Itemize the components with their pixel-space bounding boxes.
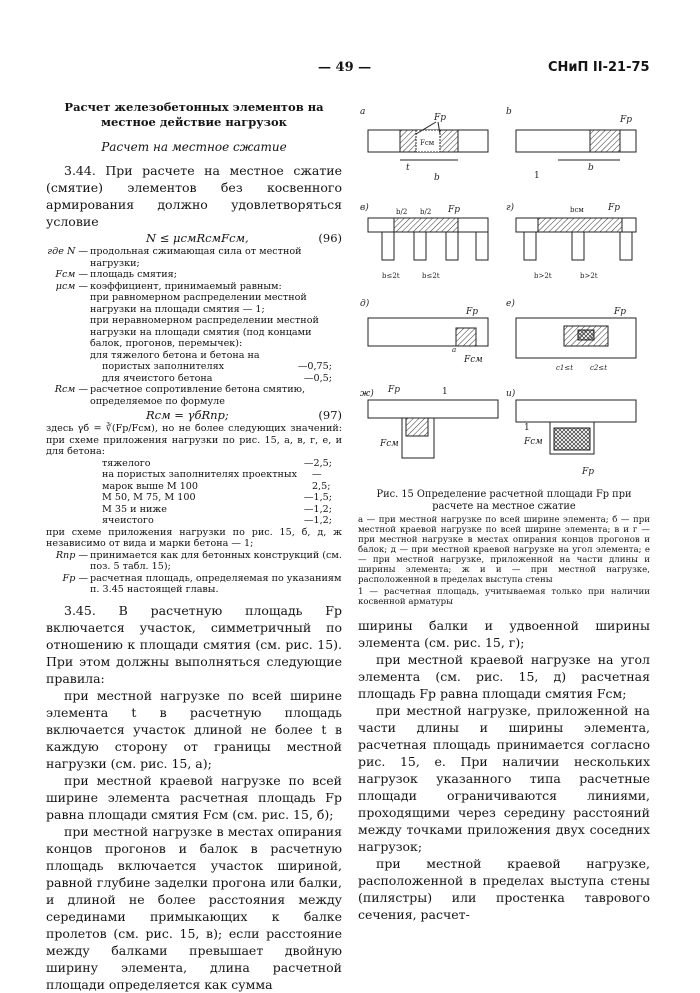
- mu-case-5: [46, 373, 342, 385]
- gamma-m50-label: М 50, М 75, М 100: [102, 492, 196, 503]
- mu-case-4-value: —0,75;: [297, 361, 332, 372]
- continuation-3: при местной нагрузке, приложенной на части длины и ширины элемента, расчетная площадь принимается согласно рис. 15, е. При наличии нескольких нагрузок указанного типа расчетные площади ограничиваются линиями, проходящими через середину расстояний между точками приложения двух соседних нагрузок;: [358, 703, 650, 854]
- document-code: СНиП II-21-75: [548, 60, 650, 75]
- rule-2: при местной краевой нагрузке по всей ширине элемента расчетная площадь Fр равна площади смятия Fсм (см. рис. 15, б);: [46, 772, 342, 822]
- fig-i-1: 1: [524, 423, 530, 433]
- fig-label-a: a: [360, 107, 366, 117]
- gamma-m50: [46, 492, 342, 504]
- definition-symbol: Rсм —: [54, 384, 88, 395]
- fig-a-fp: Fр: [434, 113, 447, 123]
- fig-v-b2t: b≤2t: [382, 272, 400, 280]
- definition-symbol: Fсм —: [55, 269, 88, 280]
- formula-96: [46, 230, 342, 246]
- definition-Fcm: [46, 269, 342, 281]
- definition-text: расчетное сопротивление бетона смятию, определяемое по формуле: [90, 384, 306, 407]
- definition-symbol: Fр —: [62, 572, 88, 584]
- rule-3: при местной нагрузке в местах опирания концов прогонов и балок в расчетную площадь включается участок шириной, равной глубине заделки прогона или балки, и длиной не более расстояния между серединами примыкающих к балке пролетов (см. рис. 15, в); если расстояние между балками превышает двойную ширину элемента, длина расчетной площади определяется как сумма: [46, 823, 342, 992]
- fig-e-fp: Fр: [614, 307, 627, 317]
- definition-N: [46, 246, 342, 269]
- formula-96-number: (96): [318, 231, 342, 245]
- gamma-heavy-value: —2,5;: [303, 457, 332, 469]
- definition-Rcm: [46, 384, 342, 407]
- gamma-porous-value: —2,5;: [311, 469, 331, 492]
- gamma-m35-value: —1,2;: [303, 503, 332, 515]
- definition-text: расчетная площадь, определяемая по указаниям п. 3.45 настоящей главы.: [90, 572, 342, 595]
- fig-v-b2-2: b/2: [420, 208, 432, 216]
- fig-zh-1: 1: [442, 387, 448, 397]
- fig-i-fp: Fр: [582, 467, 595, 477]
- fig-a-t: t: [406, 163, 410, 173]
- fig-label-zh: ж): [360, 389, 374, 399]
- fig-g-bgt-2: b>2t: [580, 272, 598, 280]
- gamma-heavy-label: тяжелого: [102, 457, 151, 469]
- paragraph-3-44: 3.44. При расчете на местное сжатие (смятие) элементов без косвенного армирования должно удовлетворяться условие: [46, 163, 342, 229]
- figure-15-drawing: [358, 100, 650, 485]
- mu-case-5-value: —0,5;: [303, 372, 332, 384]
- definition-text: коэффициент, принимаемый равным:: [90, 280, 282, 292]
- definition-symbol: μсм —: [55, 280, 88, 292]
- fig-zh-fcm: Fсм: [380, 439, 399, 449]
- figure-legend-note: 1 — расчетная площадь, учитываемая только при наличии косвенной арматуры: [358, 587, 650, 607]
- figure-15: [358, 100, 650, 485]
- definition-symbol: где N —: [47, 246, 88, 257]
- fig-d-a: a: [452, 346, 457, 354]
- continuation-2: при местной краевой нагрузке на угол элемента (см. рис. 15, д) расчетная площадь Fр равна площади смятия Fсм;: [358, 652, 650, 701]
- figure-caption: Рис. 15 Определение расчетной площади Fр при расчете на местное сжатие: [376, 489, 632, 512]
- page-number: — 49 —: [318, 60, 372, 75]
- formula-96-text: N ≤ μсмRсмFсм,: [146, 231, 249, 245]
- mu-case-5-label: для ячеистого бетона: [102, 372, 213, 384]
- fig-g-fp: Fр: [608, 203, 621, 213]
- page-header: [0, 60, 700, 82]
- fig-label-v: в): [360, 203, 369, 213]
- fig-g-bcm: bсм: [570, 206, 584, 214]
- fig-b-1: 1: [534, 171, 540, 181]
- mu-case-4-label: пористых заполнителях: [102, 361, 225, 372]
- fig-d-fp: Fр: [466, 307, 479, 317]
- fig-a-fcm: Fсм: [420, 139, 435, 147]
- fig-label-i: и): [506, 389, 516, 399]
- definition-Rpr: [46, 550, 342, 573]
- mu-case-2: при неравномерном распределении местной нагрузки на площади смятия (под концами балок, прогонов, перемычек):: [90, 315, 319, 349]
- fig-i-fcm: Fсм: [524, 437, 543, 447]
- continuation-1: ширины балки и удвоенной ширины элемента (см. рис. 15, г);: [358, 618, 650, 650]
- fig-label-d: д): [360, 299, 370, 309]
- gamma-cellular-value: —1,2;: [303, 515, 332, 526]
- fig-v-fp: Fр: [448, 205, 461, 215]
- fig-label-g: г): [506, 203, 515, 213]
- fig-a-b: b: [434, 173, 440, 183]
- gamma-m50-value: —1,5;: [303, 492, 332, 503]
- fig-e-c2: c2≤t: [590, 364, 608, 372]
- continuation-4: при местной краевой нагрузке, расположенной в пределах выступа стены (пилястры) или простенка таврового сечения, расчет-: [358, 856, 650, 922]
- gamma-m35: [46, 504, 342, 516]
- mu-case-4: [46, 361, 342, 373]
- definition-text: площадь смятия;: [90, 269, 177, 280]
- definition-text: продольная сжимающая сила от местной нагрузки;: [90, 246, 302, 269]
- formula-97-number: (97): [318, 408, 342, 422]
- gamma-porous: [46, 469, 342, 492]
- fig-v-b2: b/2: [396, 208, 408, 216]
- gamma-other-schemes: при схеме приложения нагрузки по рис. 15, б, д, ж независимо от вида и марки бетона — 1;: [46, 526, 342, 549]
- subsection-title: Расчет на местное сжатие: [101, 140, 287, 154]
- rule-1: при местной нагрузке по всей ширине элемента t в расчетную площадь включается участок длиной не более t в каждую сторону от границы местной нагрузки (см. рис. 15, а);: [46, 687, 342, 771]
- gamma-cellular-label: ячеистого: [102, 515, 154, 526]
- section-title: Расчет железобетонных элементов на местное действие нагрузок: [64, 100, 324, 129]
- fig-e-c1: c1≤t: [556, 364, 574, 372]
- definition-symbol: Rпр —: [55, 549, 88, 561]
- gamma-heavy: [46, 458, 342, 470]
- right-column: [358, 100, 650, 923]
- gamma-m35-label: М 35 и ниже: [102, 503, 167, 515]
- mu-case-1: при равномерном распределении местной нагрузки на площади смятия — 1;: [90, 292, 307, 315]
- definition-Fp: [46, 573, 342, 596]
- fig-zh-fp: Fр: [388, 385, 401, 395]
- fig-d-fcm: Fсм: [464, 355, 483, 365]
- fig-b-b: b: [588, 163, 594, 173]
- formula-97: [46, 407, 342, 423]
- fig-v-b2t-2: b≤2t: [422, 272, 440, 280]
- fig-label-b: b: [506, 107, 512, 117]
- mu-case-3: для тяжелого бетона и бетона на: [90, 349, 260, 361]
- gamma-cellular: [46, 515, 342, 527]
- gamma-definition: здесь γб = ∛(Fр/Fсм), но не более следующих значений: при схеме приложения нагрузки по рис. 15, а, в, г, е, и для бетона:: [46, 423, 342, 457]
- fig-g-bgt: b>2t: [534, 272, 552, 280]
- definition-text: принимается как для бетонных конструкций (см. поз. 5 табл. 15);: [90, 549, 342, 572]
- gamma-porous-label: на пористых заполнителях проектных марок выше М 100: [102, 469, 297, 492]
- definition-mu: [46, 281, 342, 293]
- left-column: [46, 100, 342, 993]
- figure-legend: а — при местной нагрузке по всей ширине элемента; б — при местной краевой нагрузке по всей ширине элемента; в и г — при местной нагрузке в местах опирания концов прогонов и балок; д — при местной краевой нагрузке на угол элемента; е — при местной нагрузке, приложенной на части длины и ширины элемента; ж и и — при местной нагрузке, расположенной в пределах выступа стены: [358, 515, 650, 585]
- paragraph-3-45: 3.45. В расчетную площадь Fр включается участок, симметричный по отношению к площади смятия (см. рис. 15). При этом должны выполняться следующие правила:: [46, 602, 342, 686]
- fig-label-e: е): [506, 299, 515, 309]
- formula-97-text: Rсм = γбRпр;: [146, 408, 229, 422]
- fig-b-fp: Fр: [620, 115, 633, 125]
